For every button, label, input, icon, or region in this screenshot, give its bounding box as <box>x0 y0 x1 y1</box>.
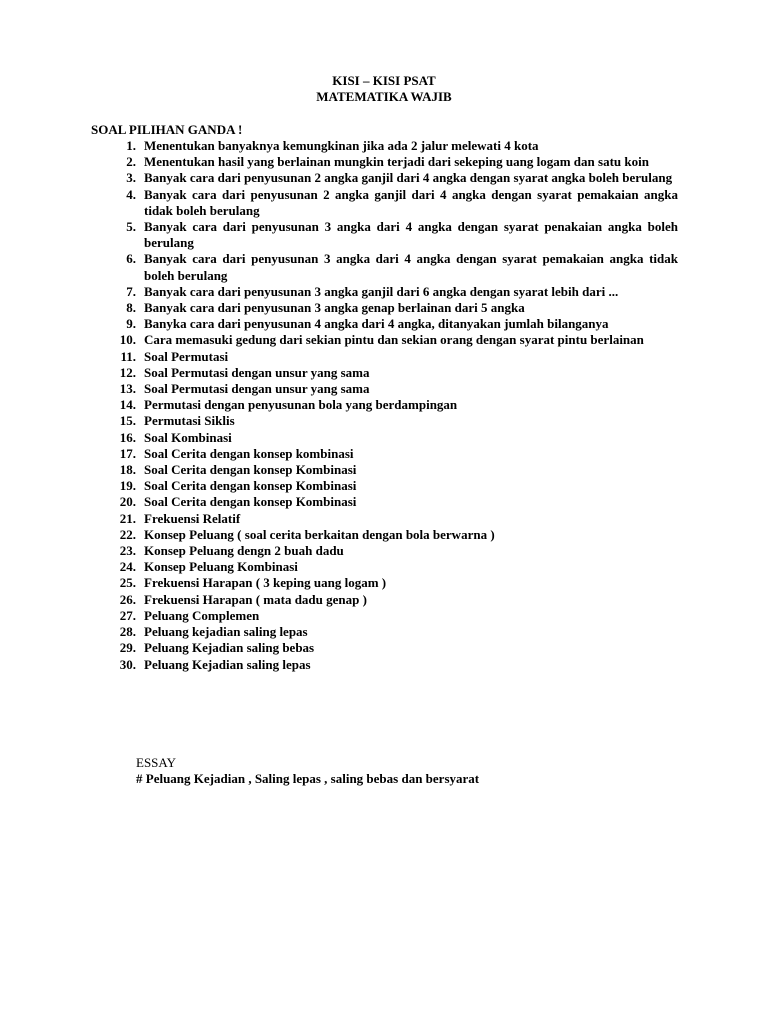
list-item-text: Menentukan banyaknya kemungkinan jika ada 2 jalur melewati 4 kota <box>144 138 539 153</box>
list-item-text: Soal Cerita dengan konsep Kombinasi <box>144 494 357 510</box>
list-item-text: Permutasi dengan penyusunan bola yang berdampingan <box>144 397 458 413</box>
list-item <box>100 527 678 543</box>
list-item <box>100 624 678 640</box>
list-item-text: Banyka cara dari penyusunan 4 angka dari 4 angka, ditanyakan jumlah bilanganya <box>144 316 609 332</box>
document-subtitle: MATEMATIKA WAJIB <box>316 89 452 104</box>
list-item <box>100 608 678 624</box>
list-item-text: Soal Kombinasi <box>144 429 232 445</box>
list-item-number: 22. <box>119 526 136 542</box>
list-item-text: Menentukan hasil yang berlainan mungkin terjadi dari sekeping uang logam dan satu koin <box>144 154 649 170</box>
list-item <box>100 154 678 170</box>
list-item-number: 23. <box>119 543 136 559</box>
list-item-text: Permutasi Siklis <box>144 413 235 429</box>
list-item <box>100 397 678 413</box>
list-item <box>100 511 678 527</box>
list-item-number: 12. <box>119 364 136 380</box>
list-item-number: 8. <box>126 300 136 316</box>
list-item-number: 26. <box>119 591 136 607</box>
list-item-number: 2. <box>126 154 136 170</box>
list-item-number: 6. <box>126 251 136 267</box>
list-item <box>100 494 678 510</box>
essay-item: # Peluang Kejadian , Saling lepas , saling bebas dan bersyarat <box>136 771 480 786</box>
list-item <box>100 413 678 429</box>
list-item <box>100 138 678 154</box>
list-item-text: Konsep Peluang dengn 2 buah dadu <box>144 543 344 559</box>
list-item-text: Soal Cerita dengan konsep kombinasi <box>144 445 354 461</box>
list-item-text: Soal Permutasi <box>144 348 229 364</box>
list-item <box>100 381 678 397</box>
list-item-number: 18. <box>119 462 136 478</box>
list-item <box>100 575 678 591</box>
list-item <box>100 430 678 446</box>
list-item-number: 19. <box>119 478 136 494</box>
list-item-number: 5. <box>126 219 136 235</box>
list-item <box>100 300 678 316</box>
list-item <box>100 187 678 219</box>
list-item-number: 7. <box>126 283 136 299</box>
essay-heading: ESSAY <box>136 755 176 770</box>
list-item-text: Soal Cerita dengan konsep Kombinasi <box>144 462 357 478</box>
list-item-number: 3. <box>126 170 136 186</box>
list-item-text: Soal Permutasi dengan unsur yang sama <box>144 364 370 380</box>
list-item-text: Banyak cara dari penyusunan 3 angka ganjil dari 6 angka dengan syarat lebih dari ... <box>144 283 619 299</box>
list-item-number: 4. <box>126 186 136 202</box>
list-item-number: 15. <box>119 413 136 429</box>
list-item-number: 10. <box>119 332 136 348</box>
list-item-number: 29. <box>119 640 136 656</box>
list-item-text: Banyak cara dari penyusunan 3 angka dari 4 angka dengan syarat penakaian angka boleh berulang <box>144 219 678 251</box>
list-item-number: 25. <box>119 575 136 591</box>
list-item-number: 24. <box>119 559 136 575</box>
list-item-number: 30. <box>119 656 136 672</box>
list-item-number: 21. <box>119 510 136 526</box>
list-item <box>100 170 678 186</box>
list-item-number: 14. <box>119 397 136 413</box>
list-item-text: Frekuensi Relatif <box>144 510 241 526</box>
list-item <box>100 462 678 478</box>
list-item-text: Peluang kejadian saling lepas <box>144 624 308 640</box>
list-item-text: Peluang Complemen <box>144 607 260 623</box>
list-item-number: 28. <box>119 624 136 640</box>
list-item-number: 1. <box>126 138 136 153</box>
list-item-text: Peluang Kejadian saling bebas <box>144 640 315 656</box>
list-item-number: 17. <box>119 445 136 461</box>
list-item-number: 20. <box>119 494 136 510</box>
question-list <box>100 138 678 673</box>
list-item <box>100 640 678 656</box>
list-item <box>100 332 678 348</box>
list-item-number: 11. <box>120 348 136 364</box>
list-item-text: Frekuensi Harapan ( 3 keping uang logam ) <box>144 575 387 591</box>
list-item-number: 16. <box>119 429 136 445</box>
list-item <box>100 543 678 559</box>
list-item-text: Konsep Peluang Kombinasi <box>144 559 298 575</box>
list-item <box>100 219 678 251</box>
list-item-text: Banyak cara dari penyusunan 3 angka genap berlainan dari 5 angka <box>144 300 525 316</box>
list-item-number: 9. <box>126 316 136 332</box>
list-item-text: Peluang Kejadian saling lepas <box>144 656 311 672</box>
list-item-text: Konsep Peluang ( soal cerita berkaitan dengan bola berwarna ) <box>144 526 495 542</box>
list-item-number: 13. <box>119 381 136 397</box>
list-item-text: Soal Permutasi dengan unsur yang sama <box>144 381 370 397</box>
list-item <box>100 657 678 673</box>
list-item <box>100 478 678 494</box>
list-item <box>100 251 678 283</box>
list-item-text: Frekuensi Harapan ( mata dadu genap ) <box>144 591 367 607</box>
list-item <box>100 349 678 365</box>
list-item-text: Banyak cara dari penyusunan 3 angka dari 4 angka dengan syarat pemakaian angka tidak boleh berulang <box>144 251 678 283</box>
document-title: KISI – KISI PSAT <box>332 73 436 88</box>
list-item <box>100 284 678 300</box>
list-item <box>100 316 678 332</box>
list-item-text: Cara memasuki gedung dari sekian pintu dan sekian orang dengan syarat pintu berlainan <box>144 332 644 348</box>
list-item <box>100 592 678 608</box>
list-item-text: Banyak cara dari penyusunan 2 angka ganjil dari 4 angka dengan syarat angka boleh berulang <box>144 170 673 186</box>
section-heading-multiple-choice: SOAL PILIHAN GANDA ! <box>91 122 243 137</box>
list-item-text: Soal Cerita dengan konsep Kombinasi <box>144 478 357 494</box>
list-item-text: Banyak cara dari penyusunan 2 angka ganjil dari 4 angka dengan syarat pemakaian angka tidak boleh berulang <box>144 186 678 218</box>
list-item-number: 27. <box>119 607 136 623</box>
list-item <box>100 559 678 575</box>
list-item <box>100 446 678 462</box>
list-item <box>100 365 678 381</box>
